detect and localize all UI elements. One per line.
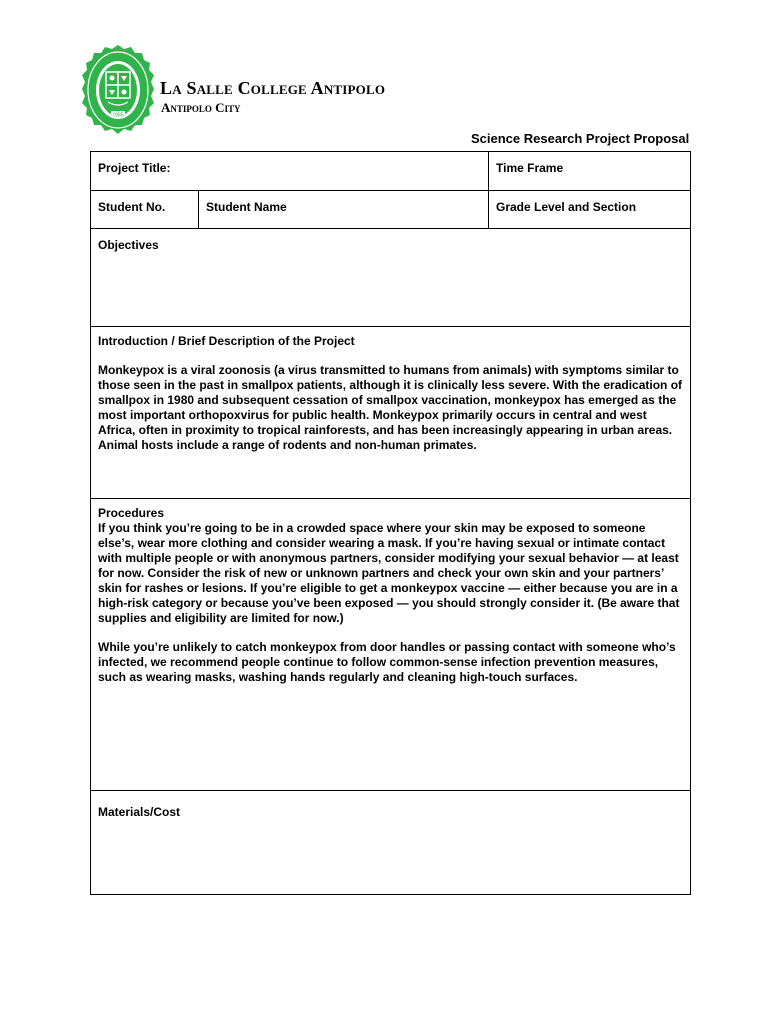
project-title-label: Project Title:	[98, 161, 171, 175]
grade-section-cell[interactable]	[489, 191, 690, 229]
materials-label: Materials/Cost	[98, 805, 181, 819]
grade-section-label: Grade Level and Section	[496, 200, 637, 214]
document-title: Science Research Project Proposal	[471, 131, 690, 146]
materials-section[interactable]	[91, 791, 690, 894]
school-seal-icon	[80, 44, 156, 138]
procedures-label: Procedures	[98, 506, 165, 520]
student-no-label: Student No.	[98, 200, 166, 214]
objectives-label: Objectives	[98, 238, 159, 252]
seal-year: 1985	[112, 112, 124, 119]
introduction-section	[91, 327, 690, 499]
school-name: La Salle College Antipolo	[160, 78, 386, 98]
student-name-cell[interactable]	[199, 191, 489, 229]
procedures-paragraph-1: If you think you’re going to be in a crowded space where your skin may be exposed to someone else’s, wear more clothing and consider wearing a mask. If you’re having sexual or intimate contact with multiple people or with anonymous partners, consider modifying your sexual behavior — at least for now. Consider the risk of new or unknown partners and check your own skin and your partners’ skin for rashes or lesions. If you’re eligible to get a monkeypox vaccine — either because you are in a high-risk category or because you’ve been exposed — you should strongly consider it. (Be aware that supplies and eligibility are limited for now.)	[98, 521, 680, 625]
introduction-label: Introduction / Brief Description of the Project	[98, 334, 355, 348]
school-city: Antipolo City	[161, 100, 241, 115]
procedures-paragraph-2: While you’re unlikely to catch monkeypox from door handles or passing contact with someone who’s infected, we recommend people continue to follow common-sense infection prevention measures, such as wearing masks, washing hands regularly and cleaning high-touch surfaces.	[98, 640, 676, 684]
introduction-text: Monkeypox is a viral zoonosis (a virus transmitted to humans from animals) with symptoms similar to those seen in the past in smallpox patients, although it is clinically less severe. With the eradication of smallpox in 1980 and subsequent cessation of smallpox vaccination, monkeypox has emerged as the most important orthopoxvirus for public health. Monkeypox primarily occurs in central and west Africa, often in proximity to tropical rainforests, and has been increasingly appearing in urban areas. Animal hosts include a range of rodents and non-human primates.	[98, 363, 683, 452]
time-frame-label: Time Frame	[496, 161, 564, 175]
student-no-cell[interactable]	[91, 191, 199, 229]
proposal-form	[90, 151, 691, 895]
student-name-label: Student Name	[206, 200, 287, 214]
objectives-section[interactable]	[91, 229, 690, 327]
procedures-section	[91, 499, 690, 791]
project-title-cell[interactable]	[91, 152, 489, 191]
time-frame-cell[interactable]	[489, 152, 690, 191]
